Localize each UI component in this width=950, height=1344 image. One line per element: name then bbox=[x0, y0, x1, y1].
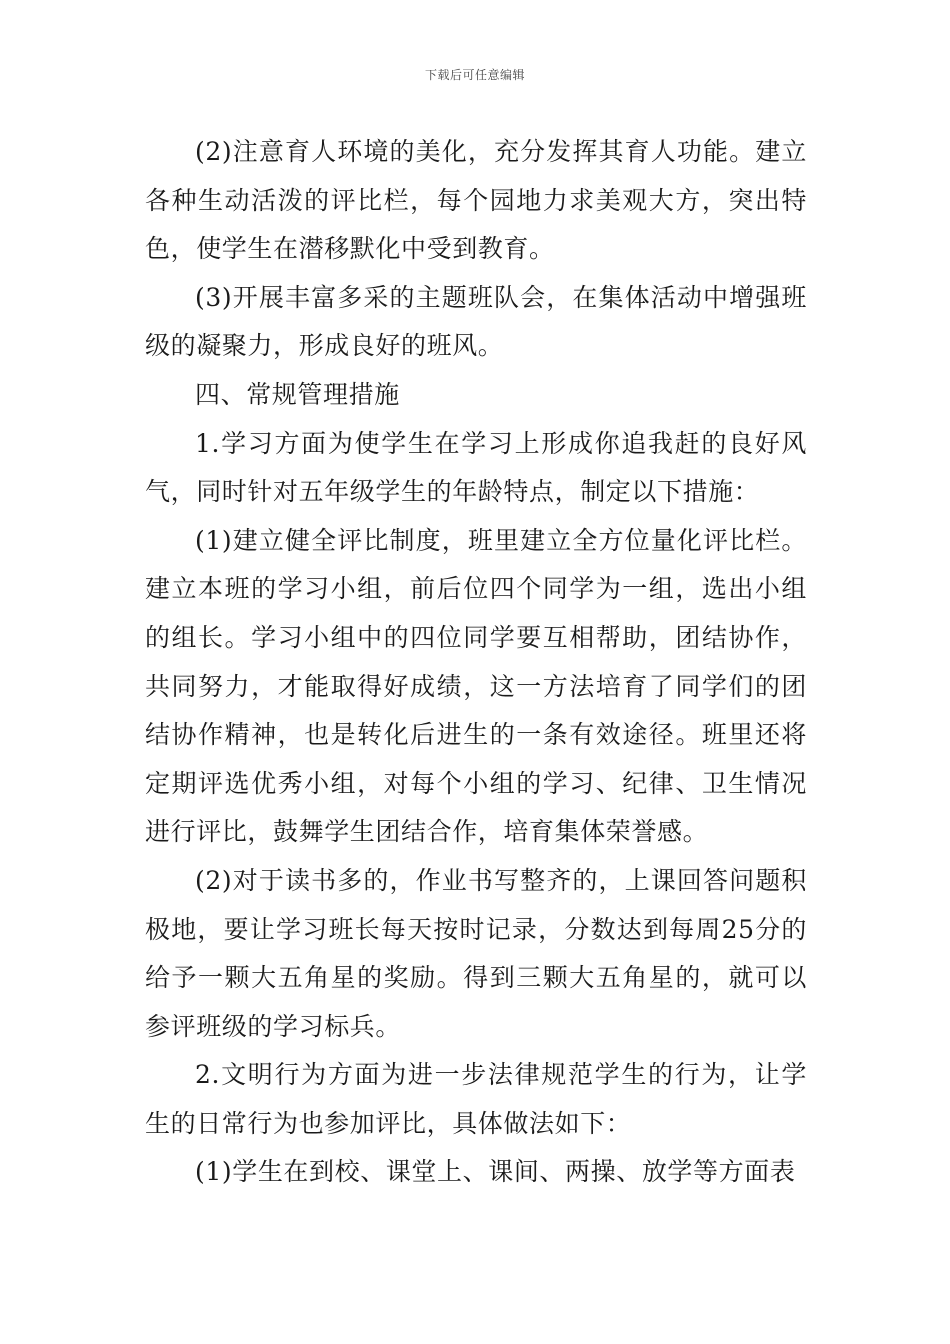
paragraph-civilized-behavior: 2.文明行为方面为进一步法律规范学生的行为，让学生的日常行为也参加评比，具体做法如下： bbox=[145, 1060, 807, 1138]
paragraph-reading-rewards: (2)对于读书多的，作业书写整齐的，上课回答问题积极地，要让学习班长每天按时记录，分数达到每周25分的给予一颗大五角星的奖励。得到三颗大五角星的，就可以参评班级的学习标兵。 bbox=[145, 865, 807, 1041]
paragraph-study-aspect: 1.学习方面为使学生在学习上形成你追我赶的良好风气，同时针对五年级学生的年龄特点，制定以下措施： bbox=[145, 428, 807, 507]
document-body bbox=[145, 128, 807, 1197]
section-heading-routine-management: 四、常规管理措施 bbox=[195, 379, 400, 409]
paragraph-environment-beautify: (2)注意育人环境的美化，充分发挥其育人功能。建立各种生动活泼的评比栏，每个园地力求美观大方，突出特色，使学生在潜移默化中受到教育。 bbox=[145, 137, 807, 264]
header-note: 下载后可任意编辑 bbox=[424, 68, 525, 82]
paragraph-theme-meeting: (3)开展丰富多采的主题班队会，在集体活动中增强班级的凝聚力，形成良好的班风。 bbox=[145, 282, 807, 361]
paragraph-evaluation-system: (1)建立健全评比制度，班里建立全方位量化评比栏。建立本班的学习小组，前后位四个同学为一组，选出小组的组长。学习小组中的四位同学要互相帮助，团结协作，共同努力，才能取得好成绩，这一方法培育了同学们的团结协作精神，也是转化后进生的一条有效途径。班里还将定期评选优秀小组，对每个小组的学习、纪律、卫生情况进行评比，鼓舞学生团结合作，培育集体荣誉感。 bbox=[145, 525, 807, 847]
paragraph-student-conduct: (1)学生在到校、课堂上、课间、两操、放学等方面表 bbox=[195, 1157, 796, 1187]
